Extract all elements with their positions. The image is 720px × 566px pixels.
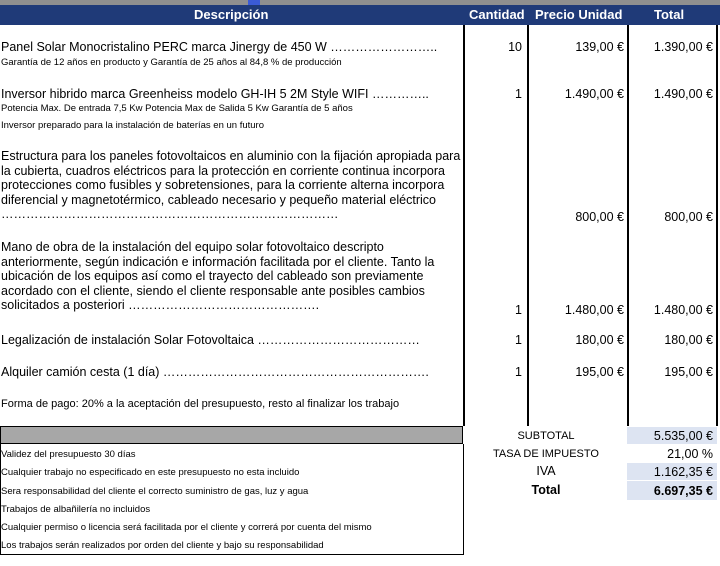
item-1-note: Garantía de 12 años en producto y Garantía de 25 años al 84,8 % de producción <box>1 57 342 68</box>
col-border-desc <box>463 25 465 426</box>
item-3-description: Estructura para los paneles fotovoltaicos en aluminio con la fijación apropiada para la cubierta, cuadros eléctricos para la protección en corriente continua incorpora protecciones como fusibles y sobretensiones, para la corriente alterna incorpora diferencial y magnetotérmico, cableado necesario y pequeño material eléctrico ……………………………………………………………………… <box>1 149 461 222</box>
header-cantidad: Cantidad <box>469 7 525 22</box>
item-5-cantidad: 1 <box>515 333 522 347</box>
col-border-total <box>716 25 718 426</box>
item-4-description: Mano de obra de la instalación del equipo solar fotovoltaico descripto anteriormente, según indicación e información facilitada por el cliente. Tanto la ubicación de los equipos así como el trayecto del cableado son previamente acordado con el cliente, siendo el cliente responsable ante posibles cambios solicitados a posteriori ………………………………………. <box>1 240 435 313</box>
item-6-precio: 195,00 € <box>575 365 624 379</box>
total-value: 6.697,35 € <box>653 484 713 498</box>
item-6-description: Alquiler camión cesta (1 día) ………………………………………………………. <box>1 365 429 379</box>
tax-rate-value: 21,00 % <box>667 447 713 461</box>
col-border-cantidad <box>527 25 529 426</box>
item-1-cantidad: 10 <box>508 40 522 54</box>
item-2-total: 1.490,00 € <box>653 87 713 101</box>
item-2-cantidad: 1 <box>515 87 522 101</box>
item-2-precio: 1.490,00 € <box>564 87 624 101</box>
item-1-precio: 139,00 € <box>575 40 624 54</box>
condition-2: Cualquier trabajo no especificado en este presupuesto no esta incluido <box>1 467 300 478</box>
tax-rate-label: TASA DE IMPUESTO <box>493 448 599 460</box>
item-5-description: Legalización de instalación Solar Fotovoltaica ………………………………… <box>1 333 420 347</box>
payment-terms: Forma de pago: 20% a la aceptación del presupuesto, resto al finalizar los trabajo <box>1 398 400 410</box>
subtotal-label: SUBTOTAL <box>517 430 575 442</box>
item-4-precio: 1.480,00 € <box>564 303 624 317</box>
table-header <box>0 5 720 25</box>
item-2-note-1: Potencia Max. De entrada 7,5 Kw Potencia Max de Salida 5 Kw Garantía de 5 años <box>1 103 353 114</box>
header-descripcion: Descripción <box>194 7 269 22</box>
condition-4: Trabajos de albañilería no incluidos <box>1 504 151 515</box>
item-3-precio: 800,00 € <box>575 210 624 224</box>
condition-6: Los trabajos serán realizados por orden del cliente y bajo su responsabilidad <box>1 540 324 551</box>
condition-1: Validez del presupuesto 30 días <box>1 449 136 460</box>
item-5-precio: 180,00 € <box>575 333 624 347</box>
iva-value: 1.162,35 € <box>653 465 713 479</box>
condition-3: Sera responsabilidad del cliente el correcto suministro de gas, luz y agua <box>1 486 309 497</box>
header-precio-unidad: Precio Unidad <box>535 7 623 22</box>
summary-separator-bar <box>0 426 463 444</box>
item-1-total: 1.390,00 € <box>653 40 713 54</box>
item-6-cantidad: 1 <box>515 365 522 379</box>
col-border-precio <box>627 25 629 426</box>
item-4-cantidad: 1 <box>515 303 522 317</box>
item-2-note-2: Inversor preparado para la instalación de baterías en un futuro <box>1 120 264 131</box>
item-2-description: Inversor hibrido marca Greenheiss modelo GH-IH 5 2M Style WIFI ………….. <box>1 87 429 101</box>
item-6-total: 195,00 € <box>664 365 713 379</box>
header-total: Total <box>654 7 685 22</box>
conditions-bottom-border <box>0 554 464 555</box>
item-4-total: 1.480,00 € <box>653 303 713 317</box>
iva-label: IVA <box>536 464 556 478</box>
conditions-right-border <box>463 444 464 554</box>
item-1-description: Panel Solar Monocristalino PERC marca Jinergy de 450 W …………………….. <box>1 40 438 54</box>
item-5-total: 180,00 € <box>664 333 713 347</box>
subtotal-value: 5.535,00 € <box>653 429 713 443</box>
condition-5: Cualquier permiso o licencia será facilitada por el cliente y correrá por cuenta del mismo <box>1 522 372 533</box>
total-label: Total <box>531 483 561 497</box>
item-3-total: 800,00 € <box>664 210 713 224</box>
